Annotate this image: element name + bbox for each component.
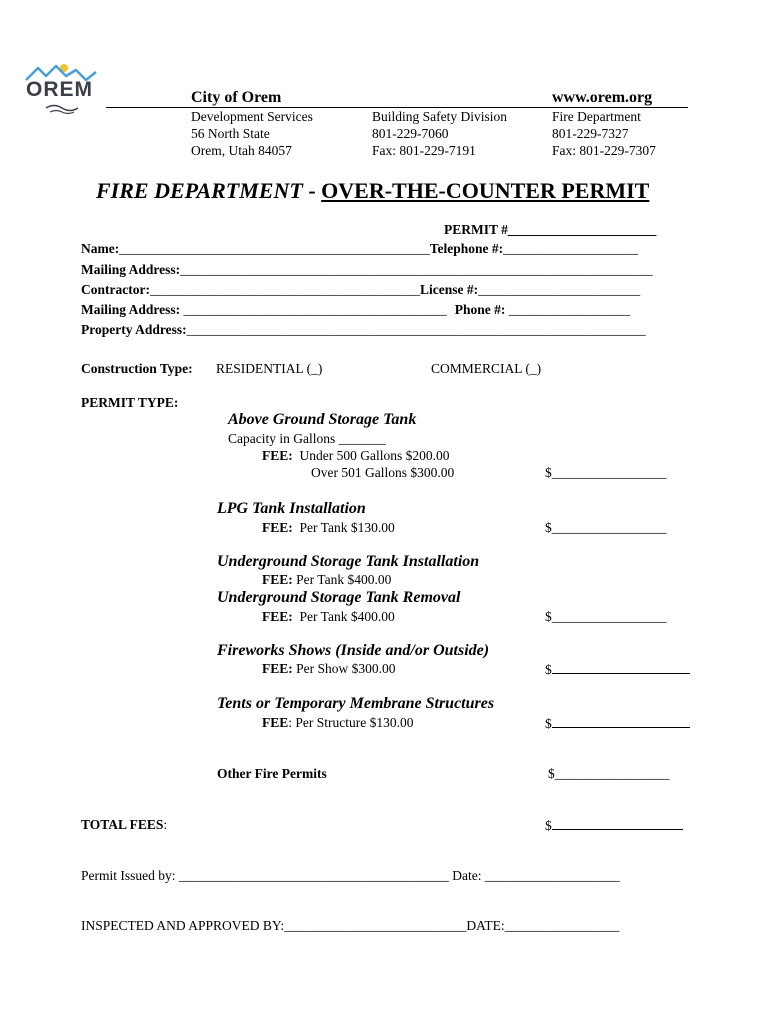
agst-fee-1: Under 500 Gallons $200.00 (299, 448, 450, 463)
lpg-fee-line (262, 520, 395, 536)
contractor-row (81, 282, 640, 298)
page-title (96, 178, 649, 204)
residential-checkbox[interactable]: RESIDENTIAL (_) (216, 361, 323, 376)
phone-field[interactable]: __________________ (505, 302, 631, 317)
ust-install-title: Underground Storage Tank Installation (217, 553, 480, 570)
fireworks-title: Fireworks Shows (Inside and/or Outside) (217, 642, 490, 659)
property-address-field[interactable]: ____________________________________________________________________ (186, 322, 646, 337)
title-main: OVER-THE-COUNTER PERMIT (321, 178, 650, 203)
issued-by-field[interactable]: Permit Issued by: ________________________________________ Date: ____________________ (81, 868, 620, 883)
ust-removal-fee: Per Tank $400.00 (299, 609, 395, 624)
fire-phone: 801-229-7327 (552, 126, 629, 141)
tents-fee-label: FEE (262, 715, 289, 730)
total-colon: : (163, 817, 168, 832)
total-dollar: $ (545, 818, 552, 833)
property-address-label: Property Address: (81, 322, 187, 337)
fire-fax: Fax: 801-229-7307 (552, 143, 656, 158)
property-row (81, 322, 646, 338)
mailing-address-field[interactable]: ______________________________________________________________________ (180, 262, 653, 277)
lpg-fee-label: FEE: (262, 520, 293, 535)
agst-fee-label: FEE: (262, 448, 293, 463)
tents-dollar: $ (545, 716, 552, 731)
tents-fee-line (262, 715, 414, 731)
other-amount-field[interactable]: $_________________ (548, 766, 670, 781)
ust-amount-field[interactable]: $_________________ (545, 609, 667, 624)
agst-fee-2: Over 501 Gallons $300.00 (311, 465, 455, 480)
total-fees-label: TOTAL FEES (81, 817, 164, 832)
fireworks-fee-label: FEE: (262, 661, 293, 676)
phone-label: Phone #: (454, 302, 506, 317)
license-field[interactable]: ________________________ (478, 282, 641, 297)
name-field[interactable]: ______________________________________________ (119, 241, 430, 256)
header-rule (106, 107, 688, 108)
dev-address-2: Orem, Utah 84057 (191, 143, 292, 158)
agst-amount-field[interactable]: $_________________ (545, 465, 667, 480)
logo-text: OREM (26, 78, 93, 101)
fireworks-dollar: $ (545, 662, 552, 677)
title-prefix: FIRE DEPARTMENT (96, 178, 303, 203)
lpg-fee: Per Tank $130.00 (299, 520, 395, 535)
contractor-field[interactable]: ________________________________________ (149, 282, 420, 297)
name-row (81, 241, 638, 257)
permit-number-field[interactable]: PERMIT #______________________ (444, 222, 657, 237)
lpg-title: LPG Tank Installation (217, 500, 366, 517)
total-fees-row (81, 817, 167, 833)
tents-blank (552, 715, 690, 728)
building-phone: 801-229-7060 (372, 126, 449, 141)
license-label: License #: (419, 282, 479, 297)
contractor-label: Contractor: (81, 282, 150, 297)
ust-install-fee-line (262, 572, 391, 588)
ust-removal-fee-label: FEE: (262, 609, 293, 624)
fireworks-fee-line (262, 661, 396, 677)
city-name: City of Orem (191, 89, 282, 106)
ust-removal-fee-line (262, 609, 395, 625)
construction-type-label: Construction Type: (81, 361, 193, 376)
ust-removal-title: Underground Storage Tank Removal (217, 589, 461, 606)
total-blank (552, 817, 683, 830)
total-amount-field[interactable] (545, 817, 683, 834)
lpg-amount-field[interactable]: $_________________ (545, 520, 667, 535)
permit-type-label: PERMIT TYPE: (81, 395, 179, 410)
name-label: Name: (81, 241, 120, 256)
capacity-field[interactable]: Capacity in Gallons _______ (228, 431, 386, 446)
title-dash: - (302, 178, 322, 203)
tents-fee: : Per Structure $130.00 (288, 715, 414, 730)
mailing-row-2 (81, 302, 630, 318)
fire-department: Fire Department (552, 109, 641, 124)
tents-title: Tents or Temporary Membrane Structures (217, 695, 495, 712)
telephone-field[interactable]: ____________________ (503, 241, 639, 256)
other-permits-label: Other Fire Permits (217, 766, 327, 781)
fireworks-fee: Per Show $300.00 (296, 661, 396, 676)
building-division: Building Safety Division (372, 109, 507, 124)
telephone-label: Telephone #: (429, 241, 504, 256)
mailing-row-1 (81, 262, 653, 278)
contractor-mailing-label: Mailing Address: (81, 302, 181, 317)
inspected-field[interactable]: INSPECTED AND APPROVED BY:___________________________DATE:_________________ (81, 918, 620, 933)
dev-services: Development Services (191, 109, 313, 124)
commercial-checkbox[interactable]: COMMERCIAL (_) (431, 361, 542, 376)
dev-address-1: 56 North State (191, 126, 270, 141)
ust-install-fee: Per Tank $400.00 (296, 572, 392, 587)
mailing-address-label: Mailing Address: (81, 262, 181, 277)
website[interactable]: www.orem.org (552, 89, 653, 106)
agst-fee-line-1 (262, 448, 450, 464)
fireworks-amount-field[interactable] (545, 661, 690, 678)
fireworks-blank (552, 661, 690, 674)
above-ground-title: Above Ground Storage Tank (228, 411, 417, 428)
ust-install-fee-label: FEE: (262, 572, 293, 587)
tents-amount-field[interactable] (545, 715, 690, 732)
contractor-mailing-field[interactable]: _______________________________________ (180, 302, 447, 317)
building-fax: Fax: 801-229-7191 (372, 143, 476, 158)
